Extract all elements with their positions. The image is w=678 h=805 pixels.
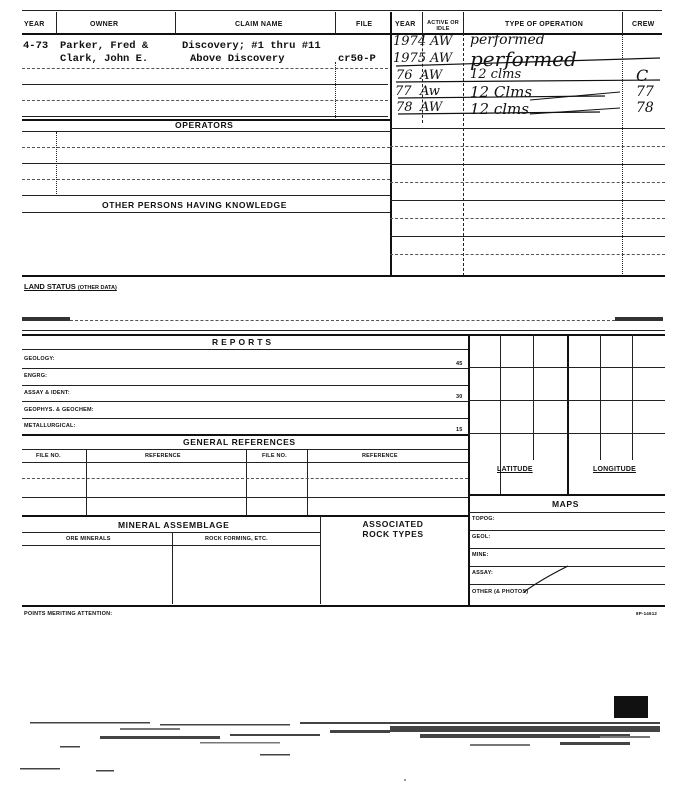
op-crew-4: 77 bbox=[636, 84, 654, 100]
associated-rock-types-heading: ASSOCIATED ROCK TYPES bbox=[362, 519, 424, 539]
owner-file: cr50-P bbox=[338, 53, 376, 65]
op-type-1: performed bbox=[470, 32, 545, 48]
report-geology-num: 45 bbox=[456, 361, 463, 367]
report-engrg: ENGRG: bbox=[24, 373, 48, 379]
owner-line-1: Parker, Fred & bbox=[60, 40, 149, 52]
header-file: FILE bbox=[356, 21, 373, 28]
report-geophys: GEOPHYS. & GEOCHEM: bbox=[24, 407, 94, 413]
report-metallurgical: METALLURGICAL: bbox=[24, 423, 76, 429]
op-crew-3: C bbox=[636, 66, 649, 85]
ref-reference: REFERENCE bbox=[145, 453, 181, 459]
header-type-of-operation: TYPE OF OPERATION bbox=[505, 21, 584, 28]
map-geol: GEOL: bbox=[472, 534, 491, 540]
op-status-3: AW bbox=[420, 68, 443, 83]
land-status-title: LAND STATUS bbox=[24, 282, 76, 291]
ref-file-no: FILE NO. bbox=[36, 453, 61, 459]
ref-file-no-2: FILE NO. bbox=[262, 453, 287, 459]
ref-reference-2: REFERENCE bbox=[362, 453, 398, 459]
op-year-3: 76 bbox=[396, 68, 413, 83]
owner-year: 4-73 bbox=[23, 40, 49, 52]
op-crew-5: 78 bbox=[636, 100, 654, 116]
map-topog: TOPOG: bbox=[472, 516, 495, 522]
longitude-label: LONGITUDE bbox=[593, 466, 637, 473]
op-year-2: 1975 bbox=[393, 51, 427, 66]
map-pen-mark bbox=[520, 562, 580, 596]
scan-artifacts bbox=[0, 690, 678, 800]
header-claim-name: CLAIM NAME bbox=[235, 21, 283, 28]
other-persons-heading: OTHER PERSONS HAVING KNOWLEDGE bbox=[102, 200, 288, 210]
op-status-2: AW bbox=[430, 51, 453, 66]
header-active-or-idle: ACTIVE OR IDLE bbox=[427, 20, 459, 32]
report-metallurgical-num: 15 bbox=[456, 427, 463, 433]
op-status-1: AW bbox=[430, 34, 453, 49]
latitude-label: LATITUDE bbox=[497, 466, 533, 473]
land-status-subtitle: (OTHER DATA) bbox=[77, 285, 117, 291]
form-number: 8P-14612 bbox=[636, 611, 658, 616]
reports-heading: REPORTS bbox=[212, 337, 275, 347]
report-assay-num: 30 bbox=[456, 394, 463, 400]
land-status-label bbox=[24, 282, 117, 291]
owner-line-2: Clark, John E. bbox=[60, 53, 149, 65]
header-year: YEAR bbox=[24, 21, 45, 28]
mineral-assemblage-heading: MINERAL ASSEMBLAGE bbox=[118, 520, 230, 530]
op-status-4: Aw bbox=[420, 84, 440, 99]
header-year-2: YEAR bbox=[395, 21, 416, 28]
report-assay: ASSAY & IDENT: bbox=[24, 390, 70, 396]
map-other: OTHER (& PHOTOS) bbox=[472, 589, 529, 595]
op-type-2: performed bbox=[470, 47, 577, 71]
op-year-5: 78 bbox=[396, 100, 413, 115]
pen-strokes bbox=[390, 40, 678, 130]
header-crew: CREW bbox=[632, 21, 655, 28]
header-owner: OWNER bbox=[90, 21, 119, 28]
op-year-1: 1974 bbox=[393, 34, 427, 49]
general-references-heading: GENERAL REFERENCES bbox=[183, 437, 296, 447]
op-year-4: 77 bbox=[395, 84, 412, 99]
op-type-4: 12 Clms bbox=[470, 83, 533, 101]
op-status-5: AW bbox=[420, 100, 443, 115]
operators-heading: OPERATORS bbox=[175, 120, 234, 130]
claim-line-2: Above Discovery bbox=[190, 53, 285, 65]
map-assay: ASSAY: bbox=[472, 570, 494, 576]
maps-heading: MAPS bbox=[552, 499, 579, 509]
op-type-5: 12 clms bbox=[470, 100, 529, 118]
report-geology: GEOLOGY: bbox=[24, 356, 55, 362]
op-type-3: 12 clms bbox=[470, 67, 522, 82]
rock-forming-label: ROCK FORMING, ETC. bbox=[205, 536, 268, 542]
claim-line-1: Discovery; #1 thru #11 bbox=[182, 40, 321, 52]
ore-minerals-label: ORE MINERALS bbox=[66, 536, 111, 542]
points-meriting-attention: POINTS MERITING ATTENTION: bbox=[24, 611, 113, 617]
map-mine: MINE: bbox=[472, 552, 489, 558]
